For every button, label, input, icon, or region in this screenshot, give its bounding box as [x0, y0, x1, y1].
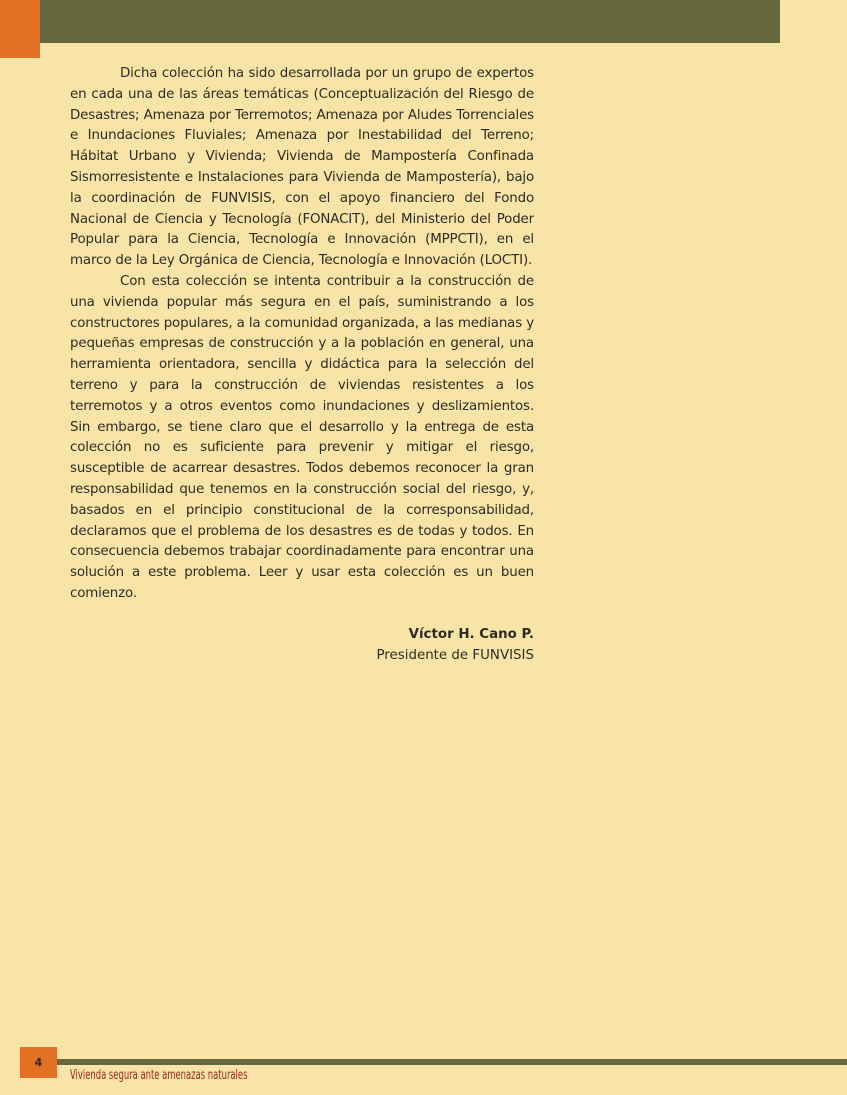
- header-band: [18, 0, 780, 43]
- signature-role: Presidente de FUNVISIS: [376, 648, 534, 663]
- signature-name: Víctor H. Cano P.: [408, 627, 534, 642]
- paragraph: Dicha colección ha sido desarrollada por un grupo de expertos en cada una de las áreas temáticas (Conceptualización del Riesgo de Desastres; Amenaza por Terremotos; Amenaza por Aludes Torrenciales e Inundaciones Fluviales; Amenaza por Inestabilidad del Terreno; Hábitat Urbano y Vivienda; Vivienda de Mampostería Confinada Sismorresistente e Instalaciones para Vivienda de Mampostería), bajo la coordinación de FUNVISIS, con el apoyo financiero del Fondo Nacional de Ciencia y Tecnología (FONACIT), del Ministerio del Poder Popular para la Ciencia, Tecnología e Innovación (MPPCTI), en el marco de la Ley Orgánica de Ciencia, Tecnología e Innovación (LOCTI).: [70, 66, 534, 269]
- paragraph: Con esta colección se intenta contribuir a la construcción de una vivienda popular más segura en el país, suministrando a los constructores populares, a la comunidad organizada, a las medianas y pequeñas empresas de construcción y a la población en general, una herramienta orientadora, sencilla y didáctica para la selección del terreno y para la construcción de viviendas resistentes a los terremotos y a otros eventos como inundaciones y deslizamientos. Sin embargo, se tiene claro que el desarrollo y la entrega de esta colección no es suficiente para prevenir y mitigar el riesgo, susceptible de acarrear desastres. Todos debemos reconocer la gran responsabilidad que tenemos en la construcción social del riesgo, y, basados en el principio constitucional de la corresponsabilidad, declaramos que el problema de los desastres es de todas y todos. En consecuencia debemos trabajar coordinadamente para encontrar una solución a este problema. Leer y usar esta colección es un buen comienzo.: [70, 273, 534, 601]
- body-text: [70, 64, 534, 605]
- footer-title: Vivienda segura ante amenazas naturales: [70, 1068, 248, 1083]
- header-tab-accent: [0, 0, 40, 58]
- page-number: 4: [20, 1047, 57, 1078]
- footer-rule: [57, 1059, 847, 1065]
- signature-block: [70, 624, 534, 666]
